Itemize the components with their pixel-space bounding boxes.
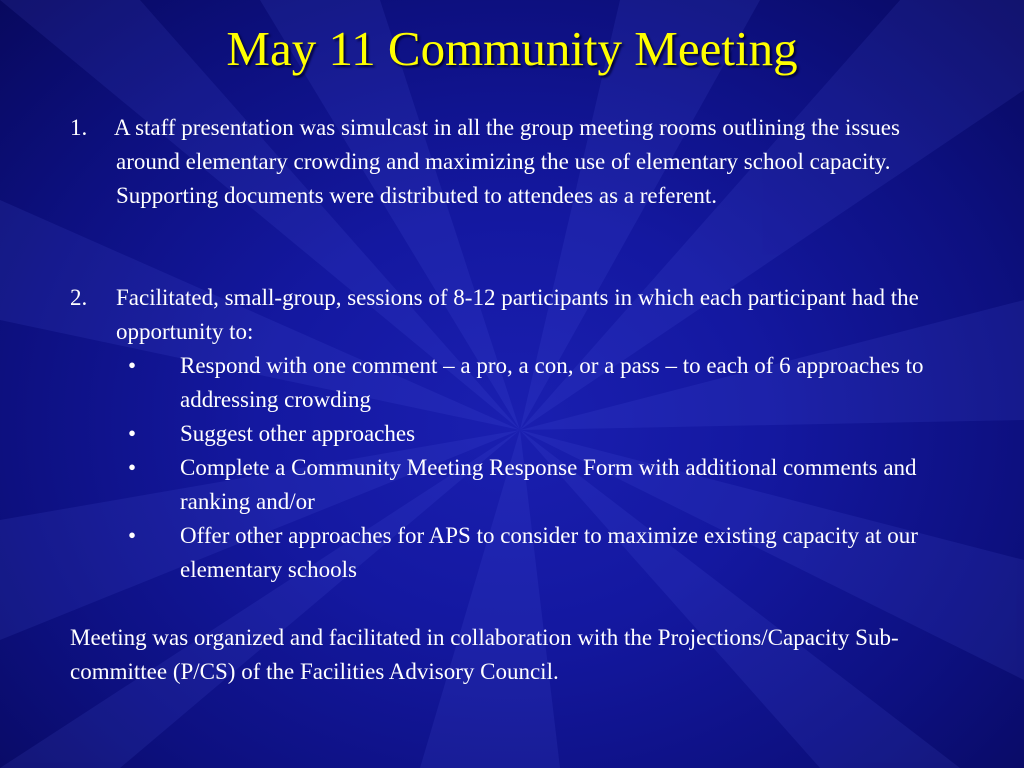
bullet-item — [116, 451, 936, 519]
item-text: Facilitated, small-group, sessions of 8-12 participants in which each participant had the opportunity to: — [116, 285, 919, 344]
bullet-item — [116, 417, 936, 451]
item-text: A staff presentation was simulcast in all the group meeting rooms outlining the issues around elementary crowding and maximizing the use of elementary school capacity. Supporting documents were distributed to attendees as a referent. — [114, 115, 900, 208]
bullet-dot-icon: • — [128, 421, 137, 446]
numbered-item-1 — [70, 111, 950, 213]
item-number: 1. — [70, 115, 88, 140]
bullet-list — [116, 349, 936, 587]
item-number: 2. — [70, 285, 88, 310]
bullet-dot-icon: • — [128, 455, 137, 480]
bullet-text: Suggest other approaches — [180, 421, 416, 446]
bullet-item — [116, 349, 936, 417]
footer-note: Meeting was organized and facilitated in collaboration with the Projections/Capacity Sub-committee (P/CS) of the Facilities Advisory Council. — [70, 625, 899, 684]
bullet-dot-icon: • — [128, 523, 137, 548]
bullet-dot-icon: • — [128, 353, 137, 378]
numbered-item-2 — [70, 281, 950, 349]
bullet-item — [116, 519, 936, 587]
bullet-text: Offer other approaches for APS to consider to maximize existing capacity at our elementary schools — [180, 523, 918, 582]
bullet-text: Complete a Community Meeting Response Form with additional comments and ranking and/or — [180, 455, 917, 514]
slide-title: May 11 Community Meeting — [226, 21, 798, 76]
bullet-text: Respond with one comment – a pro, a con, or a pass – to each of 6 approaches to addressing crowding — [180, 353, 924, 412]
